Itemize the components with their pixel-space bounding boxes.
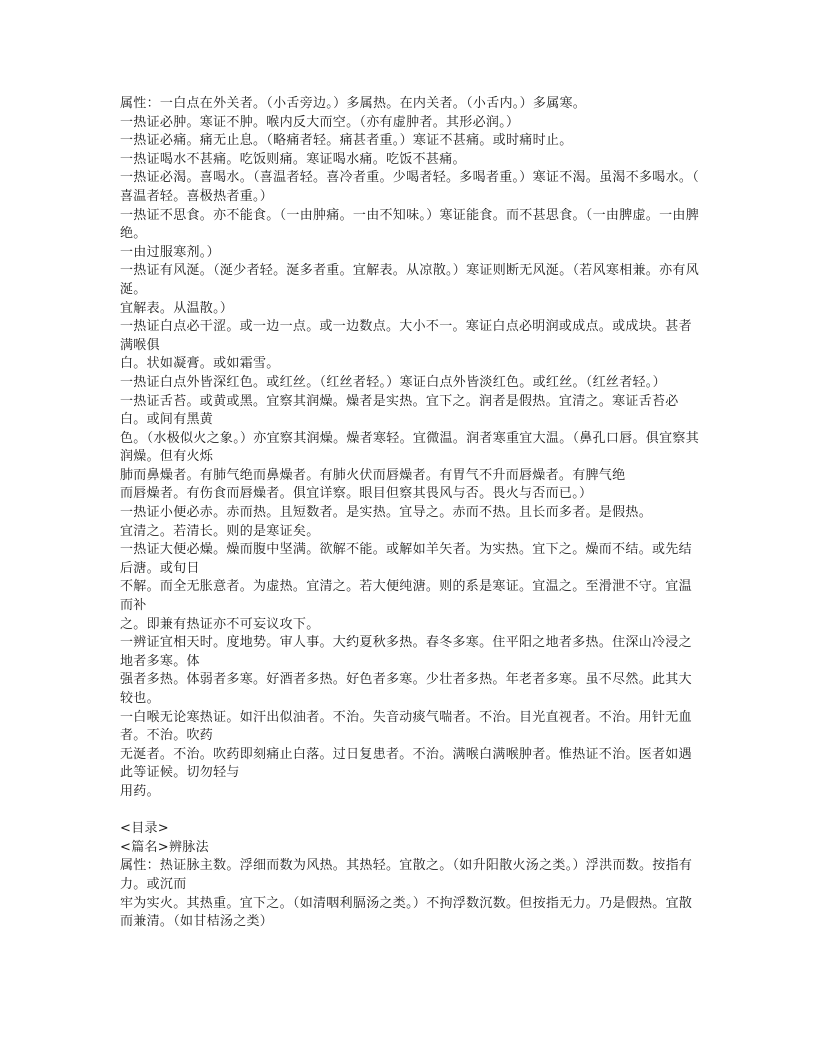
section-pulse-method	[120, 820, 700, 932]
document-page	[120, 95, 700, 932]
paragraph-line: 不解。而全无胀意者。为虚热。宜清之。若大便纯溏。则的系是寒证。宜温之。至滑泄不守。宜温而补	[120, 579, 692, 614]
paragraph-line: 宜清之。若清长。则的是寒证矣。	[120, 523, 320, 539]
section-white-throat-signs	[120, 95, 700, 802]
paragraph-line: 一热证舌苔。或黄或黑。宜察其润燥。燥者是实热。宜下之。润者是假热。宜清之。寒证舌苔必白。或间有黑黄	[120, 393, 679, 428]
paragraph-line: 一热证必渴。喜喝水。（喜温者轻。喜冷者重。少喝者轻。多喝者重。）寒证不渴。虽渴不多喝水。（	[120, 170, 700, 186]
paragraph-line: 一热证喝水不甚痛。吃饭则痛。寒证喝水痛。吃饭不甚痛。	[120, 151, 466, 167]
paragraph-line: 肺而鼻燥者。有肺气绝而鼻燥者。有肺火伏而唇燥者。有胃气不升而唇燥者。有脾气绝	[120, 467, 626, 483]
paragraph-line: 属性：热证脉主数。浮细而数为风热。其热轻。宜散之。（如升阳散火汤之类。）浮洪而数。按指有力。或沉而	[120, 858, 693, 892]
paragraph-line: 一热证大便必燥。燥而腹中坚满。欲解不能。或解如羊矢者。为实热。宜下之。燥而不结。或先结后溏。或旬日	[120, 542, 692, 576]
paragraph-line: 白。状如凝膏。或如霜雪。	[120, 356, 280, 372]
paragraph-line: 宜解表。从温散。）	[120, 300, 234, 316]
paragraph-line: 无涎者。不治。吹药即刻痛止白落。过日复患者。不治。满喉白满喉肿者。惟热证不治。医者如遇此等证候。切勿轻与	[120, 746, 692, 781]
chapter-title: <篇名>辨脉法	[120, 839, 209, 855]
paragraph-line: 用药。	[120, 783, 160, 799]
paragraph-line: 色。（水极似火之象。）亦宜察其润燥。燥者寒轻。宜微温。润者寒重宜大温。（鼻孔口唇。俱宜察其润燥。但有火烁	[120, 430, 700, 465]
paragraph-line: 强者多热。体弱者多寒。好酒者多热。好色者多寒。少壮者多热。年老者多寒。虽不尽然。此其大较也。	[120, 672, 692, 706]
paragraph-line: 一热证白点必干涩。或一边一点。或一边数点。大小不一。寒证白点必明润或成点。或成块。甚者满喉俱	[120, 319, 692, 353]
paragraph-line: 一热证小便必赤。赤而热。且短数者。是实热。宜导之。赤而不热。且长而多者。是假热。	[120, 505, 653, 521]
paragraph-line: 一热证白点外皆深红色。或红丝。（红丝者轻。）寒证白点外皆淡红色。或红丝。（红丝者轻。）	[120, 374, 666, 390]
paragraph-line: 一热证不思食。亦不能食。（一由肿痛。一由不知味。）寒证能食。而不甚思食。（一由脾虚。一由脾绝。	[120, 207, 700, 242]
paragraph-line: 喜温者轻。喜极热者重。）	[120, 188, 274, 204]
toc-marker: <目录>	[120, 821, 169, 837]
paragraph-line: 一辨证宜相天时。度地势。审人事。大约夏秋多热。春冬多寒。住平阳之地者多热。住深山冷浸之地者多寒。体	[120, 635, 692, 669]
paragraph-line: 一热证必肿。寒证不肿。喉内反大而空。（亦有虚肿者。其形必润。）	[120, 114, 520, 130]
paragraph-line: 而兼清。（如甘桔汤之类）	[120, 914, 274, 930]
paragraph-line: 而唇燥者。有伤食而唇燥者。俱宜详察。眼目但察其畏风与否。畏火与否而已。）	[120, 486, 593, 502]
paragraph-line: 牢为实火。其热重。宜下之。（如清咽利膈汤之类。）不拘浮数沉数。但按指无力。乃是假热。宜散	[120, 895, 693, 911]
paragraph-line: 之。即兼有热证亦不可妄议攻下。	[120, 616, 320, 632]
paragraph-line: 一白喉无论寒热证。如汗出似油者。不治。失音动痰气喘者。不治。目光直视者。不治。用针无血者。不治。吹药	[120, 709, 692, 744]
paragraph-line: 属性：一白点在外关者。（小舌旁边。）多属热。在内关者。（小舌内。）多属寒。	[120, 96, 587, 111]
paragraph-line: 一由过服寒剂。）	[120, 244, 220, 260]
paragraph-line: 一热证必痛。痛无止息。（略痛者轻。痛甚者重。）寒证不甚痛。或时痛时止。	[120, 133, 573, 149]
section-gap	[120, 802, 700, 821]
paragraph-line: 一热证有风涎。（涎少者轻。涎多者重。宜解表。从凉散。）寒证则断无风涎。（若风寒相兼。亦有风涎。	[120, 263, 700, 297]
